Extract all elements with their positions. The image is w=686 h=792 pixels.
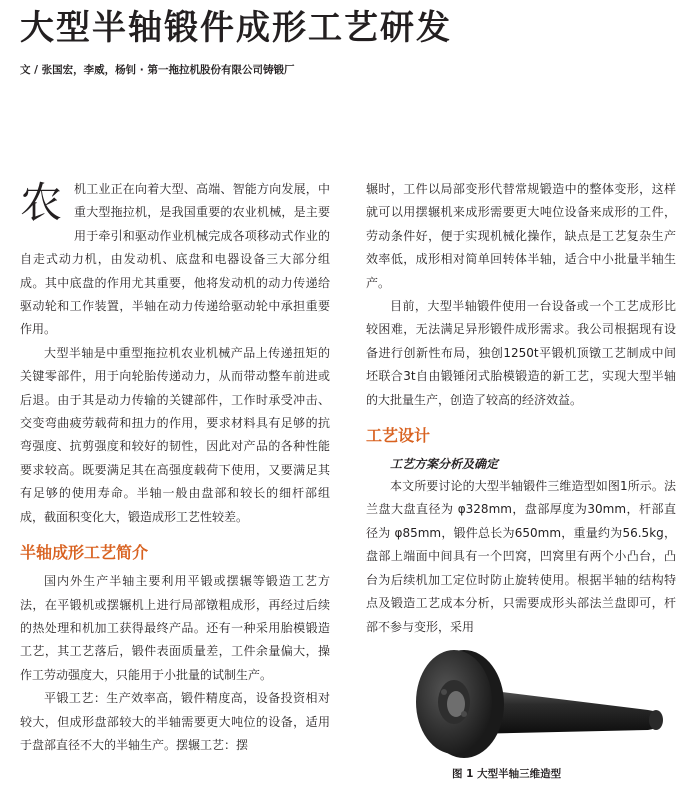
intro-text-1: 机工业正在向着大型、高端、智能方向发展，中重大型拖拉机，是我国重要的农业机械，是主要用于牵引和驱动作业机械完成各项移动式作业的自走式动力机，由发动机、底盘和电器设备三大部分组成。其中底盘的作用尤其重要，他将发动机的动力传递给驱动轮和工作装置，半轴在动力传递给驱动轮中承担重要作用。 xyxy=(20,182,330,337)
half-shaft-3d-model-icon xyxy=(400,640,680,760)
drop-cap: 农 xyxy=(20,178,63,227)
section1-paragraph-1: 国内外生产半轴主要利用平锻或摆辗等锻造工艺方法，在平锻机或摆辗机上进行局部镦粗成形，再经过后续的热处理和机加工获得最终产品。还有一种采用胎模锻造工艺，其工艺落后，锻件表面质量差，工件余量偏大，操作工劳动强度大，只能用于小批量的试制生产。 xyxy=(20,574,330,682)
continued-paragraph: 辗时，工件以局部变形代替常规锻造中的整体变形，这样就可以用摆辗机来成形需要更大吨位设备来成形的工件，劳动条件好，便于实现机械化操作，缺点是工艺复杂生产效率低，成形相对简单回转体半轴，适合中小批量半轴生产。 xyxy=(366,182,676,290)
left-column xyxy=(20,178,330,757)
intro-paragraph-1 xyxy=(20,178,330,342)
intro-paragraph-2: 大型半轴是中重型拖拉机农业机械产品上传递扭矩的关键零部件，用于向轮胎传递动力，从而带动整车前进或后退。由于其是动力传输的关键部件，工作时承受冲击、交变弯曲疲劳载荷和扭力的作用，要求材料具有足够的抗弯强度、抗剪强度和较好的韧性，因此对产品的各种性能要求较高。既要满足其在高强度载荷下使用，又要满足其有足够的使用寿命。半轴一般由盘部和较长的细杆部组成，截面积变化大，锻造成形工艺性较差。 xyxy=(20,345,330,524)
section1-paragraph-2: 平锻工艺：生产效率高，锻件精度高，设备投资相对较大，但成形盘部较大的半轴需要更大吨位的设备，适用于盘部直径不大的半轴生产。摆辗工艺：摆 xyxy=(20,691,330,752)
section-heading-process-intro: 半轴成形工艺简介 xyxy=(20,543,149,563)
article-title: 大型半轴锻件成形工艺研发 xyxy=(20,8,452,48)
figure-caption: 图 1 大型半轴三维造型 xyxy=(452,768,562,780)
section-heading-process-design: 工艺设计 xyxy=(366,426,431,446)
right-column xyxy=(366,178,676,639)
subsection-heading-plan: 工艺方案分析及确定 xyxy=(390,457,499,472)
author-byline: 文 / 张国宏，李威，杨钊 · 第一拖拉机股份有限公司铸锻厂 xyxy=(20,64,295,76)
current-status-paragraph: 目前，大型半轴锻件使用一台设备或一个工艺成形比较困难，无法满足异形锻件成形需求。我公司根据现有设备进行创新性布局，独创1250t平锻机顶镦工艺制成中间坯联合3t自由锻锤闭式胎模锻造的新工艺，实现大型半轴的大批量生产，创造了较高的经济效益。 xyxy=(366,299,676,407)
design-paragraph: 本文所要讨论的大型半轴锻件三维造型如图1所示。法兰盘大盘直径为 φ328mm，盘部厚度为30mm，杆部直径为 φ85mm，锻件总长为650mm，重量约为56.5kg，盘部上端面中间具有一个凹窝，凹窝里有两个小凸台，凸台为后续机加工定位时防止旋转使用。根据半轴的结构特点及锻造工艺成本分析，只需要成形头部法兰盘即可，杆部不参与变形，采用 xyxy=(366,479,676,634)
